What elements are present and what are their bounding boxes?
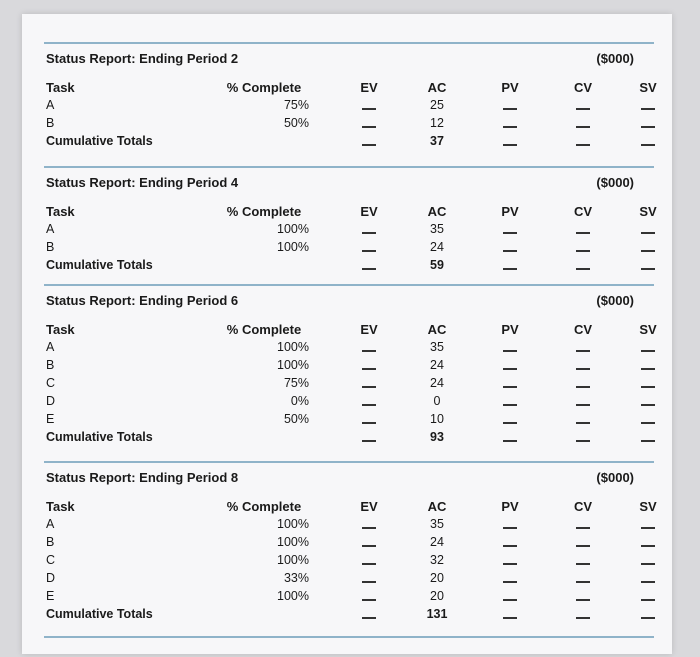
blank-answer-line bbox=[503, 440, 517, 442]
blank-answer-line bbox=[362, 268, 376, 270]
column-header-cv: CV bbox=[573, 322, 593, 337]
blank-answer-line bbox=[576, 563, 590, 565]
blank-answer-line bbox=[362, 386, 376, 388]
blank-answer-line bbox=[503, 422, 517, 424]
blank-answer-line bbox=[641, 350, 655, 352]
percent-complete: 100% bbox=[277, 589, 309, 603]
column-header-sv: SV bbox=[639, 80, 657, 95]
blank-answer-line bbox=[576, 268, 590, 270]
task-name: B bbox=[46, 240, 55, 254]
percent-complete: 75% bbox=[283, 376, 309, 390]
status-report-section bbox=[44, 42, 657, 148]
task-name: A bbox=[46, 222, 55, 236]
blank-answer-line bbox=[576, 527, 590, 529]
blank-answer-line bbox=[503, 108, 517, 110]
blank-answer-line bbox=[503, 350, 517, 352]
percent-complete: 33% bbox=[283, 571, 309, 585]
cumulative-totals-label: Cumulative Totals bbox=[46, 607, 153, 621]
column-header-task: Task bbox=[46, 499, 75, 514]
percent-complete: 100% bbox=[277, 535, 309, 549]
blank-answer-line bbox=[362, 108, 376, 110]
blank-answer-line bbox=[576, 350, 590, 352]
column-header-cv: CV bbox=[573, 204, 593, 219]
blank-answer-line bbox=[641, 386, 655, 388]
blank-answer-line bbox=[362, 368, 376, 370]
column-header-pv: PV bbox=[501, 80, 519, 95]
percent-complete: 75% bbox=[283, 98, 309, 112]
actual-cost: 32 bbox=[430, 553, 444, 567]
column-header-ac: AC bbox=[427, 204, 447, 219]
blank-answer-line bbox=[641, 404, 655, 406]
column-header-task: Task bbox=[46, 204, 75, 219]
actual-cost: 24 bbox=[430, 240, 444, 254]
column-header-sv: SV bbox=[639, 204, 657, 219]
actual-cost: 25 bbox=[430, 98, 444, 112]
cumulative-totals-label: Cumulative Totals bbox=[46, 258, 153, 272]
status-report-section bbox=[44, 166, 657, 272]
task-name: B bbox=[46, 358, 55, 372]
cumulative-total-ac: 37 bbox=[430, 134, 444, 148]
blank-answer-line bbox=[641, 250, 655, 252]
column-header-pct: % Complete bbox=[226, 80, 302, 95]
task-name: A bbox=[46, 517, 55, 531]
blank-answer-line bbox=[362, 581, 376, 583]
column-header-cv: CV bbox=[573, 499, 593, 514]
report-title: Status Report: Ending Period 2 bbox=[46, 51, 239, 66]
blank-answer-line bbox=[576, 144, 590, 146]
column-header-pv: PV bbox=[501, 499, 519, 514]
blank-answer-line bbox=[641, 108, 655, 110]
task-name: C bbox=[46, 553, 56, 567]
blank-answer-line bbox=[362, 563, 376, 565]
blank-answer-line bbox=[641, 268, 655, 270]
task-name: D bbox=[46, 394, 56, 408]
column-header-cv: CV bbox=[573, 80, 593, 95]
blank-answer-line bbox=[503, 126, 517, 128]
percent-complete: 0% bbox=[290, 394, 309, 408]
section-rule bbox=[44, 42, 654, 44]
task-name: B bbox=[46, 116, 55, 130]
actual-cost: 0 bbox=[433, 394, 441, 408]
column-header-ev: EV bbox=[360, 322, 378, 337]
blank-answer-line bbox=[576, 126, 590, 128]
actual-cost: 10 bbox=[430, 412, 444, 426]
blank-answer-line bbox=[503, 386, 517, 388]
blank-answer-line bbox=[641, 440, 655, 442]
unit-label: ($000) bbox=[596, 470, 634, 485]
blank-answer-line bbox=[503, 545, 517, 547]
blank-answer-line bbox=[503, 268, 517, 270]
unit-label: ($000) bbox=[596, 175, 634, 190]
blank-answer-line bbox=[503, 599, 517, 601]
column-header-pct: % Complete bbox=[226, 322, 302, 337]
percent-complete: 50% bbox=[283, 412, 309, 426]
bottom-rule bbox=[44, 636, 654, 638]
column-header-sv: SV bbox=[639, 322, 657, 337]
task-name: A bbox=[46, 340, 55, 354]
actual-cost: 35 bbox=[430, 517, 444, 531]
section-rule bbox=[44, 166, 654, 168]
cumulative-total-ac: 131 bbox=[426, 607, 448, 621]
blank-answer-line bbox=[362, 545, 376, 547]
blank-answer-line bbox=[576, 108, 590, 110]
column-header-ac: AC bbox=[427, 322, 447, 337]
blank-answer-line bbox=[503, 250, 517, 252]
blank-answer-line bbox=[641, 617, 655, 619]
status-report-section bbox=[44, 284, 657, 444]
cumulative-total-ac: 93 bbox=[430, 430, 444, 444]
column-header-ev: EV bbox=[360, 499, 378, 514]
column-header-ev: EV bbox=[360, 204, 378, 219]
task-name: E bbox=[46, 589, 55, 603]
cumulative-totals-label: Cumulative Totals bbox=[46, 430, 153, 444]
actual-cost: 20 bbox=[430, 589, 444, 603]
blank-answer-line bbox=[576, 599, 590, 601]
blank-answer-line bbox=[503, 581, 517, 583]
blank-answer-line bbox=[362, 144, 376, 146]
document-page bbox=[22, 14, 672, 654]
actual-cost: 24 bbox=[430, 358, 444, 372]
column-header-ac: AC bbox=[427, 80, 447, 95]
percent-complete: 100% bbox=[277, 358, 309, 372]
cumulative-totals-label: Cumulative Totals bbox=[46, 134, 153, 148]
blank-answer-line bbox=[362, 250, 376, 252]
blank-answer-line bbox=[362, 350, 376, 352]
blank-answer-line bbox=[503, 368, 517, 370]
blank-answer-line bbox=[362, 599, 376, 601]
percent-complete: 100% bbox=[277, 240, 309, 254]
actual-cost: 20 bbox=[430, 571, 444, 585]
column-header-pct: % Complete bbox=[226, 204, 302, 219]
report-title: Status Report: Ending Period 6 bbox=[46, 293, 239, 308]
percent-complete: 100% bbox=[277, 340, 309, 354]
blank-answer-line bbox=[503, 232, 517, 234]
blank-answer-line bbox=[576, 368, 590, 370]
blank-answer-line bbox=[362, 527, 376, 529]
percent-complete: 100% bbox=[277, 222, 309, 236]
percent-complete: 100% bbox=[277, 517, 309, 531]
blank-answer-line bbox=[503, 144, 517, 146]
column-header-sv: SV bbox=[639, 499, 657, 514]
actual-cost: 35 bbox=[430, 222, 444, 236]
blank-answer-line bbox=[362, 440, 376, 442]
unit-label: ($000) bbox=[596, 293, 634, 308]
report-title: Status Report: Ending Period 4 bbox=[46, 175, 239, 190]
column-header-ac: AC bbox=[427, 499, 447, 514]
column-header-ev: EV bbox=[360, 80, 378, 95]
column-header-pct: % Complete bbox=[226, 499, 302, 514]
blank-answer-line bbox=[641, 422, 655, 424]
percent-complete: 100% bbox=[277, 553, 309, 567]
report-title: Status Report: Ending Period 8 bbox=[46, 470, 239, 485]
blank-answer-line bbox=[362, 126, 376, 128]
blank-answer-line bbox=[576, 617, 590, 619]
task-name: A bbox=[46, 98, 55, 112]
column-header-pv: PV bbox=[501, 322, 519, 337]
column-header-pv: PV bbox=[501, 204, 519, 219]
blank-answer-line bbox=[576, 232, 590, 234]
actual-cost: 24 bbox=[430, 535, 444, 549]
task-name: D bbox=[46, 571, 56, 585]
actual-cost: 12 bbox=[430, 116, 444, 130]
blank-answer-line bbox=[576, 545, 590, 547]
blank-answer-line bbox=[641, 581, 655, 583]
blank-answer-line bbox=[641, 126, 655, 128]
blank-answer-line bbox=[362, 422, 376, 424]
blank-answer-line bbox=[641, 232, 655, 234]
unit-label: ($000) bbox=[596, 51, 634, 66]
blank-answer-line bbox=[641, 599, 655, 601]
blank-answer-line bbox=[503, 563, 517, 565]
blank-answer-line bbox=[641, 144, 655, 146]
section-rule bbox=[44, 284, 654, 286]
section-rule bbox=[44, 461, 654, 463]
blank-answer-line bbox=[576, 581, 590, 583]
cumulative-total-ac: 59 bbox=[430, 258, 444, 272]
status-report-section bbox=[44, 461, 657, 621]
blank-answer-line bbox=[362, 404, 376, 406]
blank-answer-line bbox=[576, 250, 590, 252]
column-header-task: Task bbox=[46, 80, 75, 95]
blank-answer-line bbox=[576, 404, 590, 406]
task-name: B bbox=[46, 535, 55, 549]
blank-answer-line bbox=[576, 422, 590, 424]
blank-answer-line bbox=[503, 617, 517, 619]
task-name: C bbox=[46, 376, 56, 390]
column-header-task: Task bbox=[46, 322, 75, 337]
blank-answer-line bbox=[641, 527, 655, 529]
actual-cost: 35 bbox=[430, 340, 444, 354]
blank-answer-line bbox=[503, 527, 517, 529]
blank-answer-line bbox=[503, 404, 517, 406]
actual-cost: 24 bbox=[430, 376, 444, 390]
blank-answer-line bbox=[641, 368, 655, 370]
task-name: E bbox=[46, 412, 55, 426]
blank-answer-line bbox=[641, 545, 655, 547]
percent-complete: 50% bbox=[283, 116, 309, 130]
blank-answer-line bbox=[362, 232, 376, 234]
blank-answer-line bbox=[362, 617, 376, 619]
blank-answer-line bbox=[576, 386, 590, 388]
blank-answer-line bbox=[576, 440, 590, 442]
blank-answer-line bbox=[641, 563, 655, 565]
